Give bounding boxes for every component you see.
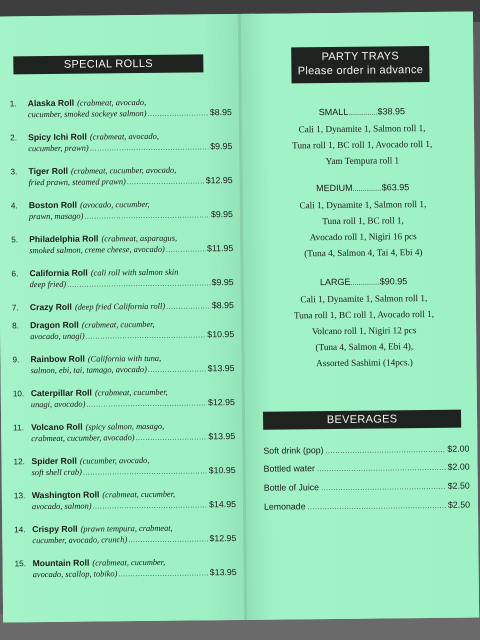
tray-content-line: Volcano roll 1, Nigiri 12 pcs bbox=[311, 325, 417, 337]
beverage-name: Bottled water bbox=[263, 463, 315, 474]
tray-size: LARGE bbox=[319, 276, 351, 288]
beverages-heading: BEVERAGES bbox=[263, 410, 461, 430]
item-body bbox=[30, 352, 234, 377]
item-price: $12.95 bbox=[207, 397, 235, 408]
party-tray-large bbox=[264, 274, 465, 372]
item-price: $9.95 bbox=[211, 277, 234, 288]
menu-item-roll bbox=[13, 454, 235, 479]
item-description: (cali roll with salmon skin bbox=[90, 267, 179, 278]
dot-leader bbox=[135, 432, 207, 444]
dot-leader bbox=[326, 447, 446, 455]
item-description: cucumber, avocado, crunch) bbox=[32, 535, 128, 546]
party-trays-subtitle: Please order in advance bbox=[297, 64, 424, 78]
dot-leader bbox=[90, 142, 210, 154]
menu-item-roll bbox=[14, 522, 236, 547]
special-rolls-heading: SPECIAL ROLLS bbox=[13, 54, 203, 74]
item-name: Caterpillar Roll bbox=[30, 387, 92, 399]
item-description: cucumber, prawn) bbox=[28, 143, 89, 154]
dot-leader bbox=[127, 176, 205, 188]
item-number: 13. bbox=[13, 491, 26, 501]
menu-sheet bbox=[0, 12, 479, 623]
item-body bbox=[28, 96, 232, 121]
item-name: Alaska Roll bbox=[27, 97, 75, 109]
menu-item-roll bbox=[10, 96, 232, 121]
menu-item-roll bbox=[10, 164, 232, 189]
item-number: 10. bbox=[12, 389, 25, 399]
item-price: $13.95 bbox=[208, 431, 236, 442]
item-body bbox=[30, 300, 234, 314]
item-line bbox=[30, 300, 234, 314]
tray-content-line: Cali 1, Dynamite 1, Salmon roll 1, bbox=[299, 199, 427, 211]
item-line bbox=[32, 465, 236, 479]
item-price: $12.95 bbox=[209, 533, 237, 544]
item-price: $14.95 bbox=[209, 499, 237, 510]
dot-leader bbox=[86, 330, 207, 342]
menu-item-roll bbox=[15, 556, 237, 581]
menu-item-roll bbox=[10, 130, 232, 155]
item-price: $13.95 bbox=[209, 567, 237, 578]
tray-content-line: Cali 1, Dynamite 1, Salmon roll 1, bbox=[300, 293, 428, 305]
beverage-name: Soft drink (pop) bbox=[263, 445, 324, 456]
beverage-name: Lemonade bbox=[263, 501, 306, 512]
item-body bbox=[32, 488, 236, 513]
item-description: (deep fried California roll) bbox=[74, 301, 166, 312]
beverage-price: $2.50 bbox=[447, 499, 471, 510]
party-trays-heading bbox=[291, 46, 429, 83]
dot-leader bbox=[147, 108, 208, 120]
item-description: salmon, ebi, tai, tamago, avocado) bbox=[30, 364, 147, 376]
item-number: 7. bbox=[11, 303, 19, 313]
beverage-price: $2.00 bbox=[447, 443, 470, 454]
item-line bbox=[28, 107, 232, 121]
item-line bbox=[29, 175, 233, 189]
item-description: (crabmeat, avocado, bbox=[89, 131, 159, 142]
dot-leader bbox=[317, 465, 446, 473]
item-description: (crabmeat, cucumber, bbox=[102, 489, 176, 500]
item-number: 1. bbox=[9, 99, 17, 109]
party-trays-title: PARTY TRAYS bbox=[321, 50, 400, 64]
party-tray-small bbox=[262, 104, 463, 170]
item-description: (crabmeat, cucumber, avocado, bbox=[70, 165, 177, 176]
menu-item-roll bbox=[12, 300, 234, 314]
beverage-name: Bottle of Juice bbox=[263, 482, 320, 493]
item-price: $12.95 bbox=[205, 175, 233, 186]
item-name: Philadelphia Roll bbox=[29, 233, 99, 245]
item-name: Mountain Roll bbox=[32, 557, 90, 569]
item-description: avocado, unagi) bbox=[30, 331, 85, 342]
item-name: Tiger Roll bbox=[28, 165, 68, 177]
tray-contents bbox=[264, 290, 465, 372]
dot-leader bbox=[118, 568, 209, 580]
item-body bbox=[29, 266, 233, 291]
dot-leader bbox=[166, 244, 206, 255]
menu-item-roll bbox=[13, 420, 235, 445]
item-number: 6. bbox=[11, 269, 19, 279]
item-price: $11.95 bbox=[206, 243, 234, 254]
item-line bbox=[30, 363, 234, 377]
tray-size: SMALL bbox=[318, 106, 349, 118]
beverage-price: $2.50 bbox=[447, 480, 470, 491]
item-line bbox=[30, 329, 234, 343]
dot-leader bbox=[92, 500, 208, 512]
item-price: $13.95 bbox=[207, 363, 235, 374]
tray-content-line: Avocado roll 1, Nigiri 16 pcs bbox=[309, 231, 417, 243]
item-name: Washington Roll bbox=[31, 489, 100, 501]
item-description: (crabmeat, avocado, bbox=[77, 97, 147, 108]
item-line bbox=[31, 397, 235, 411]
menu-item-roll bbox=[13, 386, 235, 411]
item-number: 3. bbox=[10, 167, 18, 177]
item-description: unagi, avocado) bbox=[30, 399, 86, 410]
item-description: smoked salmon, creme cheese, avocado) bbox=[29, 244, 165, 256]
item-description: deep fried) bbox=[29, 279, 67, 290]
item-description: fried prawn, steamed prawn) bbox=[28, 177, 126, 188]
item-price: $8.95 bbox=[209, 107, 232, 118]
item-line bbox=[29, 243, 233, 257]
item-description: (spicy salmon, masago, bbox=[85, 421, 165, 432]
item-description: (crabmeat, cucumber, bbox=[92, 557, 166, 568]
item-name: Boston Roll bbox=[28, 199, 78, 211]
item-description: cucumber, smoked sockeye salmon) bbox=[27, 108, 147, 120]
item-price: $9.95 bbox=[210, 209, 233, 220]
item-number: 11. bbox=[13, 423, 24, 433]
item-name: Rainbow Roll bbox=[30, 353, 85, 365]
dot-leader bbox=[83, 466, 208, 478]
item-description: soft shell crab) bbox=[31, 467, 82, 478]
tray-price: $90.95 bbox=[379, 276, 408, 287]
item-line bbox=[32, 499, 236, 513]
item-number: 9. bbox=[12, 355, 20, 365]
dot-leader: ............... bbox=[350, 279, 380, 287]
item-body bbox=[28, 130, 232, 155]
item-description: (cucumber, avocado, bbox=[79, 455, 150, 466]
item-line bbox=[29, 209, 233, 223]
tray-price: $63.95 bbox=[381, 182, 410, 193]
menu-item-roll bbox=[12, 318, 234, 343]
item-name: Volcano Roll bbox=[31, 421, 83, 433]
item-body bbox=[29, 232, 233, 257]
tray-content-line: Tuna roll 1, BC roll 1, Avocado roll 1, bbox=[293, 308, 435, 321]
item-name: Crispy Roll bbox=[32, 523, 78, 535]
dot-leader bbox=[308, 503, 446, 511]
menu-item-roll bbox=[14, 488, 236, 513]
dot-leader bbox=[128, 534, 208, 546]
item-number: 12. bbox=[13, 457, 25, 467]
item-description: (crabmeat, asparagus, bbox=[101, 233, 178, 244]
item-body bbox=[31, 386, 235, 411]
item-body bbox=[31, 420, 235, 445]
item-description: (crabmeat, cucumber, bbox=[94, 387, 168, 398]
party-tray-medium bbox=[263, 180, 464, 262]
dot-leader bbox=[321, 484, 446, 492]
item-body bbox=[32, 522, 236, 547]
item-name: California Roll bbox=[29, 267, 88, 279]
item-number: 15. bbox=[14, 559, 27, 569]
beverage-item bbox=[263, 444, 469, 456]
item-number: 8. bbox=[12, 321, 19, 331]
item-description: (crabmeat, cucumber, bbox=[81, 319, 155, 330]
tray-content-line: (Tuna 4, Salmon 4, Ebi 4), bbox=[315, 341, 414, 353]
dot-leader bbox=[84, 210, 210, 222]
tray-price: $38.95 bbox=[377, 106, 406, 117]
menu-item-roll bbox=[11, 266, 233, 291]
item-line bbox=[28, 141, 232, 155]
item-price: $8.95 bbox=[211, 300, 234, 311]
item-description: (California with tuna, bbox=[87, 353, 162, 364]
item-description: (avocado, cucumber, bbox=[79, 199, 150, 210]
item-number: 2. bbox=[10, 133, 18, 143]
item-body bbox=[30, 318, 234, 343]
dot-leader bbox=[148, 364, 207, 376]
menu-item-roll bbox=[11, 232, 233, 257]
item-description: avocado, salmon) bbox=[31, 501, 92, 512]
item-number: 4. bbox=[10, 201, 18, 211]
tray-content-line: Cali 1, Dynamite 1, Salmon roll 1, bbox=[298, 123, 426, 135]
item-body bbox=[28, 164, 232, 189]
tray-content-line: Tuna roll 1, BC roll 1, Avocado roll 1, bbox=[292, 138, 433, 151]
item-line bbox=[32, 533, 236, 547]
item-price: $9.95 bbox=[210, 141, 233, 152]
item-body bbox=[33, 556, 237, 581]
tray-contents bbox=[262, 120, 462, 170]
item-line bbox=[33, 567, 237, 581]
dot-leader bbox=[166, 301, 211, 312]
tray-content-line: Tuna roll 1, BC roll 1, bbox=[322, 215, 404, 227]
item-number: 14. bbox=[14, 525, 26, 535]
item-price: $10.95 bbox=[208, 465, 236, 476]
item-name: Crazy Roll bbox=[29, 301, 72, 313]
item-body bbox=[29, 198, 233, 223]
item-description: prawn, masago) bbox=[28, 211, 84, 222]
tray-content-line: Yam Tempura roll 1 bbox=[325, 155, 400, 167]
tray-contents bbox=[263, 196, 464, 262]
dot-leader bbox=[67, 278, 211, 291]
tray-content-line: (Tuna 4, Salmon 4, Tai 4, Ebi 4) bbox=[304, 247, 423, 259]
item-description: avocado, scallop, tobiko) bbox=[32, 569, 118, 580]
item-name: Spider Roll bbox=[31, 455, 77, 467]
item-price: $10.95 bbox=[207, 329, 235, 340]
tray-size: MEDIUM bbox=[315, 182, 353, 194]
dot-leader bbox=[86, 398, 207, 410]
dot-leader: ............... bbox=[352, 185, 382, 193]
item-line bbox=[31, 431, 235, 445]
item-name: Dragon Roll bbox=[30, 319, 79, 331]
menu-item-roll bbox=[11, 198, 233, 223]
item-body bbox=[31, 454, 235, 479]
beverage-item bbox=[264, 462, 470, 474]
tray-content-line: Assorted Sashimi (14pcs.) bbox=[316, 357, 413, 369]
item-number: 5. bbox=[11, 235, 19, 245]
item-description: crabmeat, cucumber, avocado) bbox=[31, 433, 135, 444]
item-line bbox=[30, 277, 234, 291]
item-description: (prawn tempura, crabmeat, bbox=[80, 523, 173, 534]
beverage-price: $2.00 bbox=[447, 461, 470, 472]
menu-item-roll bbox=[12, 352, 234, 377]
item-name: Spicy Ichi Roll bbox=[28, 131, 87, 143]
dot-leader: ............... bbox=[348, 109, 378, 117]
